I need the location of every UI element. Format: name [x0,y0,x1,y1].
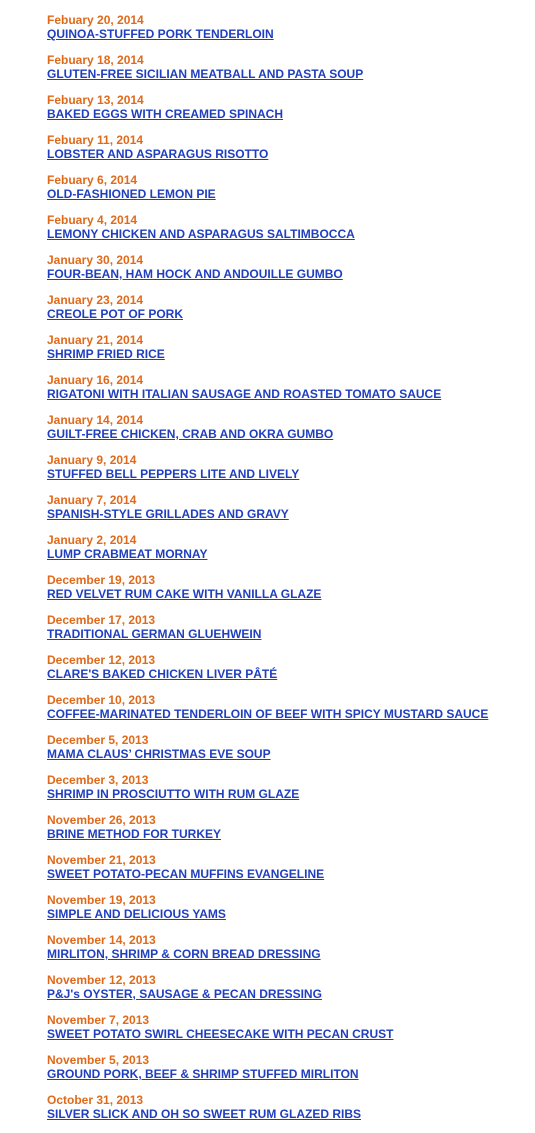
recipe-link[interactable]: RIGATONI WITH ITALIAN SAUSAGE AND ROASTED TOMATO SAUCE [47,387,442,401]
recipe-entry [47,973,488,1013]
recipe-date: December 10, 2013 [47,693,156,707]
recipe-link[interactable]: SPANISH-STYLE GRILLADES AND GRAVY [47,507,289,521]
recipe-date: November 14, 2013 [47,933,156,947]
recipe-link[interactable]: MIRLITON, SHRIMP & CORN BREAD DRESSING [47,947,321,961]
recipe-link[interactable]: SWEET POTATO-PECAN MUFFINS EVANGELINE [47,867,325,881]
recipe-entry [47,653,488,693]
recipe-date: Febuary 6, 2014 [47,173,138,187]
recipe-date: November 12, 2013 [47,973,156,987]
recipe-date: January 30, 2014 [47,253,144,267]
recipe-date: December 12, 2013 [47,653,156,667]
recipe-date: January 23, 2014 [47,293,144,307]
recipe-link[interactable]: LUMP CRABMEAT MORNAY [47,547,208,561]
recipe-link[interactable]: SWEET POTATO SWIRL CHEESECAKE WITH PECAN CRUST [47,1027,394,1041]
recipe-date: December 5, 2013 [47,733,149,747]
recipe-date: January 14, 2014 [47,413,144,427]
recipe-link[interactable]: QUINOA-STUFFED PORK TENDERLOIN [47,27,274,41]
recipe-link[interactable]: GUILT-FREE CHICKEN, CRAB AND OKRA GUMBO [47,427,334,441]
recipe-entry [47,813,488,853]
recipe-link[interactable]: COFFEE-MARINATED TENDERLOIN OF BEEF WITH SPICY MUSTARD SAUCE [47,707,489,721]
recipe-date: January 7, 2014 [47,493,137,507]
recipe-date: Febuary 4, 2014 [47,213,138,227]
recipe-date: November 5, 2013 [47,1053,150,1067]
recipe-entry [47,533,488,573]
recipe-date: December 19, 2013 [47,573,156,587]
recipe-link[interactable]: SHRIMP FRIED RICE [47,347,165,361]
recipe-entry [47,133,488,173]
recipe-entry [47,1053,488,1093]
recipe-entry [47,413,488,453]
recipe-entry [47,573,488,613]
recipe-link[interactable]: GROUND PORK, BEEF & SHRIMP STUFFED MIRLITON [47,1067,359,1081]
recipe-entry [47,173,488,213]
recipe-link[interactable]: CREOLE POT OF PORK [47,307,184,321]
recipe-link[interactable]: TRADITIONAL GERMAN GLUEHWEIN [47,627,262,641]
recipe-date: November 19, 2013 [47,893,156,907]
recipe-entry [47,453,488,493]
recipe-link[interactable]: P&J's OYSTER, SAUSAGE & PECAN DRESSING [47,987,322,1001]
recipe-date: January 9, 2014 [47,453,137,467]
recipe-link[interactable]: BRINE METHOD FOR TURKEY [47,827,221,841]
recipe-entry [47,773,488,813]
recipe-link[interactable]: LEMONY CHICKEN AND ASPARAGUS SALTIMBOCCA [47,227,355,241]
recipe-entry [47,893,488,933]
recipe-entry [47,933,488,973]
recipe-link[interactable]: OLD-FASHIONED LEMON PIE [47,187,216,201]
recipe-date: October 31, 2013 [47,1093,144,1107]
recipe-link[interactable]: BAKED EGGS WITH CREAMED SPINACH [47,107,284,121]
recipe-date: Febuary 11, 2014 [47,133,144,147]
recipe-date: January 16, 2014 [47,373,144,387]
recipe-date: Febuary 20, 2014 [47,13,144,27]
recipe-entry [47,693,488,733]
recipe-date: Febuary 18, 2014 [47,53,144,67]
recipe-date: December 3, 2013 [47,773,149,787]
recipe-link[interactable]: MAMA CLAUS’ CHRISTMAS EVE SOUP [47,747,271,761]
recipe-date: January 21, 2014 [47,333,144,347]
recipe-entry [47,293,488,333]
recipe-entry [47,53,488,93]
recipe-link[interactable]: SILVER SLICK AND OH SO SWEET RUM GLAZED RIBS [47,1107,362,1121]
recipe-link[interactable]: SHRIMP IN PROSCIUTTO WITH RUM GLAZE [47,787,300,801]
recipe-entry [47,493,488,533]
recipe-link[interactable]: LOBSTER AND ASPARAGUS RISOTTO [47,147,269,161]
recipe-entry [47,853,488,893]
recipe-entry [47,333,488,373]
recipe-entry [47,213,488,253]
recipe-link[interactable]: STUFFED BELL PEPPERS LITE AND LIVELY [47,467,300,481]
recipe-link[interactable]: CLARE'S BAKED CHICKEN LIVER PÂTÉ [47,667,278,681]
recipe-entry [47,613,488,653]
recipe-date: November 7, 2013 [47,1013,150,1027]
recipe-date: January 2, 2014 [47,533,137,547]
recipe-entry [47,733,488,773]
recipe-link[interactable]: SIMPLE AND DELICIOUS YAMS [47,907,226,921]
recipe-entry [47,1093,488,1133]
recipe-list [47,13,488,1133]
recipe-entry [47,93,488,133]
recipe-entry [47,253,488,293]
recipe-date: Febuary 13, 2014 [47,93,144,107]
recipe-link[interactable]: FOUR-BEAN, HAM HOCK AND ANDOUILLE GUMBO [47,267,343,281]
recipe-entry [47,1013,488,1053]
recipe-link[interactable]: GLUTEN-FREE SICILIAN MEATBALL AND PASTA SOUP [47,67,364,81]
recipe-entry [47,373,488,413]
recipe-date: December 17, 2013 [47,613,156,627]
recipe-entry [47,13,488,53]
recipe-link[interactable]: RED VELVET RUM CAKE WITH VANILLA GLAZE [47,587,322,601]
recipe-date: November 21, 2013 [47,853,156,867]
recipe-date: November 26, 2013 [47,813,156,827]
